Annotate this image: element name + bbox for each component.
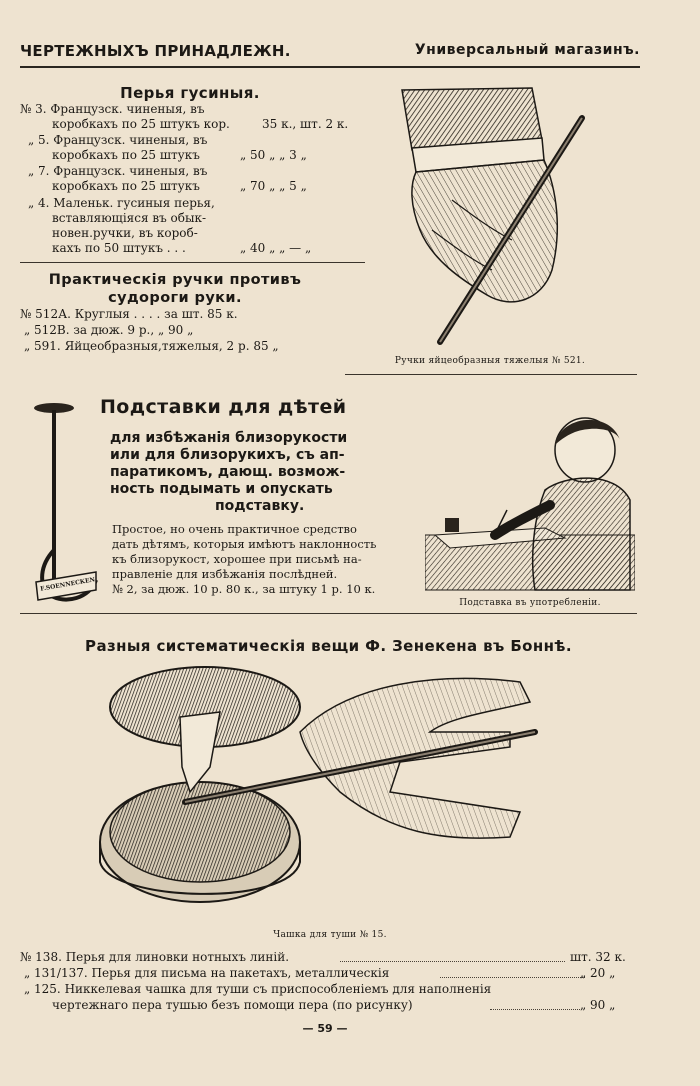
running-head [20, 40, 640, 68]
stand-label: F.SOENNECKEN [39, 576, 96, 593]
child-writing-illustration [425, 410, 635, 595]
ink-dish-caption: Чашка для туши № 15. [273, 930, 387, 940]
grip-item-591: „ 591. Яйцеобразныя,тяжелыя, 2 р. 85 „ [24, 339, 279, 353]
soennecken-item-125: „ 125. Никкелевая чашка для туши съ приспособленiемъ для наполненiя [24, 982, 492, 996]
stands-subtitle-2: или для близорукихъ, съ ап- [110, 447, 345, 463]
quill-item-5-line1: „ 5. Французск. чиненыя, въ [28, 133, 208, 147]
stands-subtitle-5: подставку. [215, 498, 305, 514]
quill-item-7-price: „ 70 „ „ 5 „ [240, 179, 307, 193]
ink-dish-illustration [90, 662, 540, 932]
quill-item-4-line2: вставляющiяся въ обык- [52, 211, 207, 225]
hand-with-pen-illustration [392, 80, 592, 350]
stands-subtitle-1: для избѣжанiя близорукости [110, 430, 348, 446]
grip-item-512b: „ 512В. за дюж. 9 р., „ 90 „ [24, 323, 194, 337]
soennecken-title: Разныя систематическiя вещи Ф. Зенекена въ Боннѣ. [85, 637, 572, 655]
stands-subtitle-3: паратикомъ, дающ. возмож- [110, 464, 346, 480]
grip-handles-caption: Ручки яйцеобразныя тяжелыя № 521. [394, 356, 586, 366]
quill-item-5-price: „ 50 „ „ 3 „ [240, 148, 307, 162]
quill-item-4-line1: „ 4. Маленьк. гусиныя перья, [28, 196, 215, 210]
soennecken-item-125-cont: чертежнаго пера тушью безъ помощи пера (по рисунку) [52, 998, 413, 1012]
divider [20, 262, 365, 263]
grip-handles-title-1: Практическiя ручки противъ [48, 272, 302, 288]
quill-item-7-line2: коробкахъ по 25 штукъ [52, 179, 200, 193]
divider [20, 613, 637, 614]
quill-item-3-line1: № 3. Французск. чиненыя, въ [20, 102, 205, 116]
quill-item-4-price: „ 40 „ „ — „ [240, 241, 312, 255]
quill-item-3-line2: коробкахъ по 25 штукъ кор. [52, 117, 230, 131]
soennecken-item-138-price: шт. 32 к. [570, 950, 626, 964]
running-head-left: ЧЕРТЕЖНЫХЪ ПРИНАДЛЕЖН. [20, 42, 291, 60]
quill-item-4-line4: кахъ по 50 штукъ . . . [52, 241, 186, 255]
leader-dots [340, 961, 565, 962]
stands-title: Подставки для дѣтей [100, 396, 347, 418]
page-number: — 59 — [302, 1022, 348, 1035]
stands-body-2: дать дѣтямъ, которыя имѣютъ наклонность [112, 537, 377, 551]
soennecken-item-131: „ 131/137. Перья для письма на пакетахъ, металлическiя [24, 966, 390, 980]
stands-body-4: правленiе для избѣжанiя послѣдней. [112, 567, 338, 581]
leader-dots [440, 977, 585, 978]
stands-price: № 2, за дюж. 10 р. 80 к., за штуку 1 р. 10 к. [112, 582, 376, 596]
soennecken-item-125-price: „ 90 „ [580, 998, 616, 1012]
stands-body-3: къ близорукост, хорошее при письмѣ на- [112, 552, 362, 566]
quill-item-3-price: 35 к., шт. 2 к. [262, 117, 349, 131]
goose-quills-title: Перья гусиныя. [120, 84, 260, 102]
stands-subtitle-4: ность подымать и опускать [110, 481, 333, 497]
quill-item-7-line1: „ 7. Французск. чиненыя, въ [28, 164, 208, 178]
leader-dots [490, 1009, 580, 1010]
quill-item-5-line2: коробкахъ по 25 штукъ [52, 148, 200, 162]
soennecken-item-138: № 138. Перья для линовки нотныхъ линiй. [20, 950, 290, 964]
stands-body-1: Простое, но очень практичное средство [112, 522, 357, 536]
grip-handles-title-2: судороги руки. [108, 290, 242, 306]
divider [345, 374, 637, 375]
grip-item-512a: № 512А. Круглыя . . . . за шт. 85 к. [20, 307, 238, 321]
stands-caption: Подставка въ употребленiи. [459, 598, 601, 608]
quill-item-4-line3: новен.ручки, въ короб- [52, 226, 198, 240]
running-head-right: Универсальный магазинъ. [414, 42, 640, 58]
soennecken-item-131-price: „ 20 „ [580, 966, 616, 980]
